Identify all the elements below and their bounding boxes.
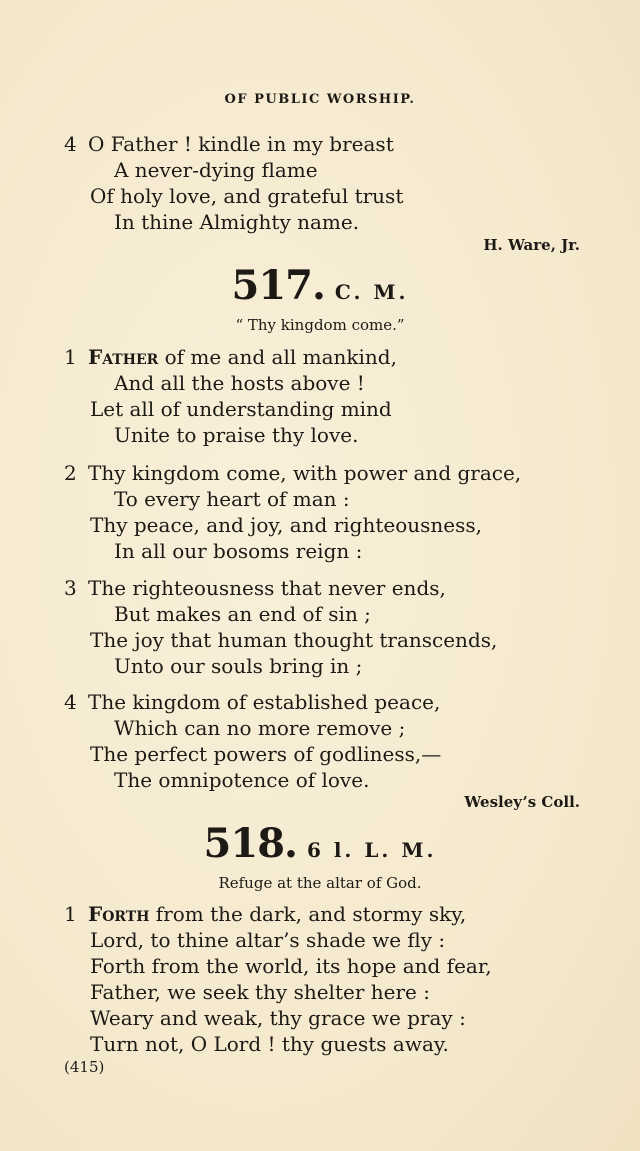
stanza-line: Unto our souls bring in ;: [114, 654, 363, 678]
stanza-number: 4: [64, 132, 77, 156]
stanza-line: To every heart of man :: [114, 487, 350, 511]
stanza-line: Father, we seek thy shelter here :: [90, 980, 430, 1004]
stanza-line: And all the hosts above !: [114, 371, 365, 395]
stanza-number: 2: [64, 461, 77, 485]
running-head: OF PUBLIC WORSHIP.: [224, 92, 416, 107]
stanza-line: Turn not, O Lord ! thy guests away.: [90, 1032, 449, 1056]
stanza-line: Thy peace, and joy, and righteousness,: [90, 513, 483, 537]
hymn-number: 517.: [231, 262, 325, 309]
stanza-line: Forth from the world, its hope and fear,: [90, 954, 492, 978]
stanza-line: 3 The righteousness that never ends,: [64, 576, 446, 600]
stanza-line: The perfect powers of godliness,—: [90, 742, 442, 766]
attribution: Wesley’s Coll.: [464, 793, 580, 811]
stanza-number: 1: [64, 345, 77, 369]
stanza-number: 3: [64, 576, 77, 600]
hymn-meter: C. M.: [334, 280, 409, 304]
stanza-line: A never-dying flame: [114, 158, 318, 182]
page-number: (415): [64, 1058, 105, 1076]
stanza-number: 4: [64, 690, 77, 714]
stanza-line: But makes an end of sin ;: [114, 602, 371, 626]
stanza-line: In all our bosoms reign :: [114, 539, 363, 563]
stanza-number: 1: [64, 902, 77, 926]
hymn-meter: 6 l. L. M.: [306, 838, 437, 862]
stanza-line: Weary and weak, thy grace we pray :: [90, 1006, 466, 1030]
stanza-line: 2 Thy kingdom come, with power and grace,: [64, 461, 522, 485]
stanza-line: 1 Forth from the dark, and stormy sky,: [64, 902, 467, 926]
hymn-subtitle: “ Thy kingdom come.”: [235, 316, 405, 334]
hymn-number: 518.: [203, 820, 297, 867]
stanza-line: 4 O Father ! kindle in my breast: [64, 132, 394, 156]
hymn-heading: [0, 820, 640, 867]
stanza-line: The omnipotence of love.: [114, 768, 370, 792]
stanza-line: Which can no more remove ;: [114, 716, 406, 740]
stanza-line: Unite to praise thy love.: [114, 423, 359, 447]
stanza-line: 4 The kingdom of established peace,: [64, 690, 441, 714]
hymn-heading: [0, 262, 640, 309]
hymn-subtitle: Refuge at the altar of God.: [218, 874, 422, 892]
attribution: H. Ware, Jr.: [483, 236, 580, 254]
stanza-line: Lord, to thine altar’s shade we fly :: [90, 928, 446, 952]
stanza-line: 1 Father of me and all mankind,: [64, 345, 397, 369]
stanza-line: Of holy love, and grateful trust: [90, 184, 404, 208]
stanza-line: The joy that human thought transcends,: [90, 628, 498, 652]
stanza-line: In thine Almighty name.: [114, 210, 360, 234]
stanza-line: Let all of understanding mind: [90, 397, 392, 421]
